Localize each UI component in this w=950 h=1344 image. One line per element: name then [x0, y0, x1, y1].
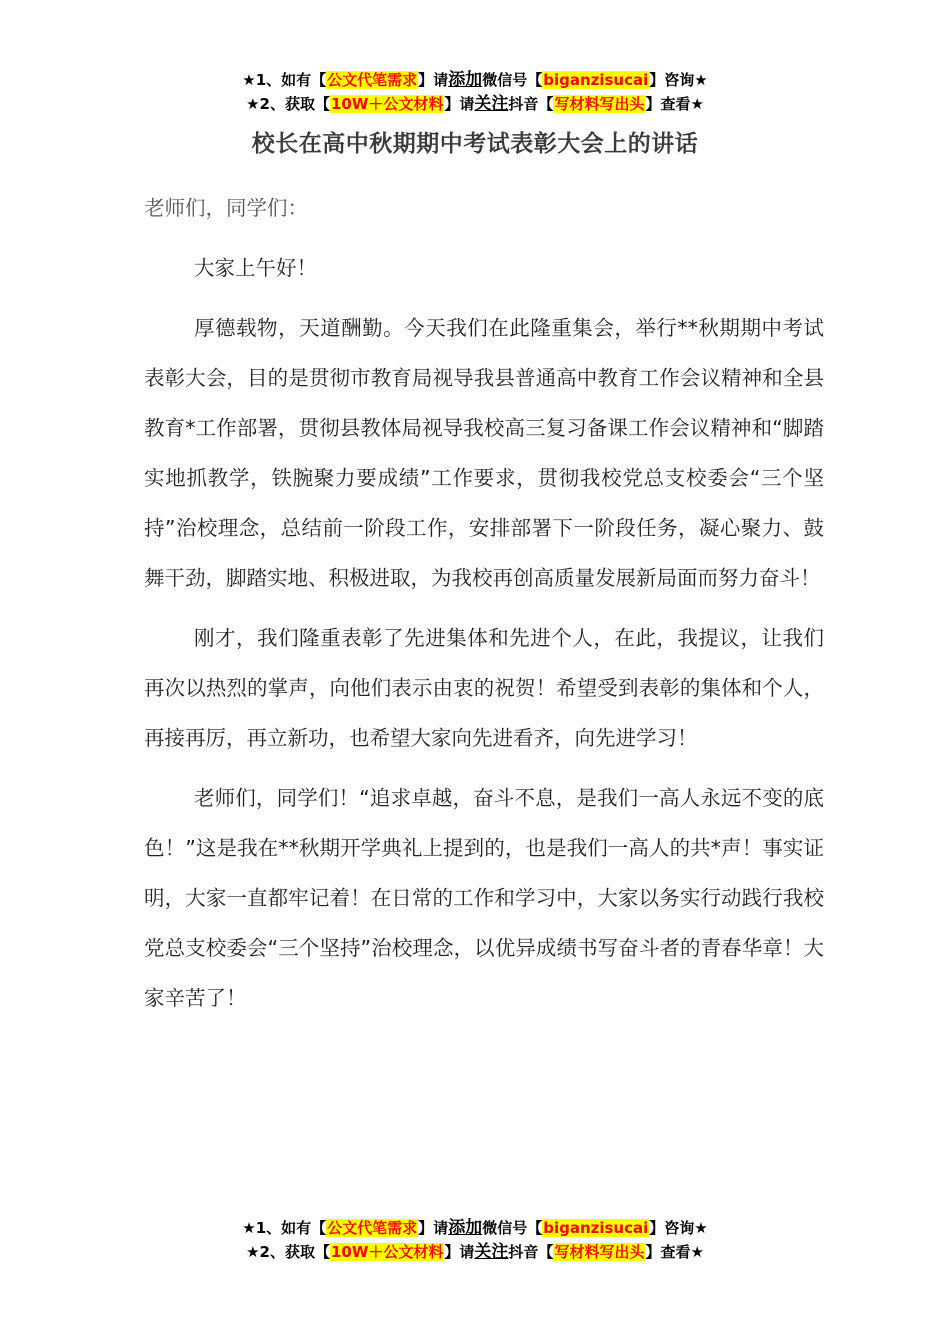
highlight-wechat-id: biganzisucai — [543, 1219, 649, 1237]
highlight-ghostwriting: 公文代笔需求 — [327, 1219, 418, 1237]
emphasis-add: 添加 — [448, 70, 483, 90]
banner-line-2: ★2、获取【10W＋公文材料】请关注抖音【写材料写出头】查看★ — [246, 1242, 704, 1262]
document-title: 校长在高中秋期期中考试表彰大会上的讲话 — [251, 131, 699, 157]
paragraph-purpose: 厚德载物，天道酬勤。今天我们在此隆重集会，举行**秋期期中考试表彰大会，目的是贯彻市教育局视导我县普通高中教育工作会议精神和全县教育*工作部署，贯彻县教体局视导我校高三复习备课工作会议精神和“脚踏实地抓教学，铁腕聚力要成绩”工作要求，贯彻我校党总支校委会“三个坚持”治校理念，总结前一阶段工作，安排部署下一阶段任务，凝心聚力、鼓舞干劲，脚踏实地、积极进取，为我校再创高质量发展新局面而努力奋斗！ — [144, 316, 824, 590]
banner-line-2: ★2、获取【10W＋公文材料】请关注抖音【写材料写出头】查看★ — [246, 94, 704, 114]
highlight-materials: 10W＋公文材料 — [330, 1243, 444, 1261]
highlight-wechat-id: biganzisucai — [543, 71, 649, 89]
highlight-douyin-account: 写材料写出头 — [554, 1243, 645, 1261]
highlight-materials: 10W＋公文材料 — [330, 95, 444, 113]
paragraph-commendation: 刚才，我们隆重表彰了先进集体和先进个人，在此，我提议，让我们再次以热烈的掌声，向他们表示由衷的祝贺！希望受到表彰的集体和个人，再接再厉，再立新功，也希望大家向先进看齐，向先进学习！ — [144, 626, 824, 750]
highlight-ghostwriting: 公文代笔需求 — [327, 71, 418, 89]
emphasis-follow: 关注 — [474, 1242, 509, 1262]
paragraph-greeting: 大家上午好！ — [194, 256, 317, 280]
emphasis-add: 添加 — [448, 1218, 483, 1238]
banner-line-1: ★1、如有【公文代笔需求】请添加微信号【biganzisucai】咨询★ — [242, 1218, 708, 1238]
bottom-banner — [0, 1216, 950, 1264]
highlight-douyin-account: 写材料写出头 — [554, 95, 645, 113]
paragraph-excellence: 老师们，同学们！“追求卓越，奋斗不息，是我们一高人永远不变的底色！”这是我在**秋期开学典礼上提到的，也是我们一高人的共*声！事实证明，大家一直都牢记着！在日常的工作和学习中，大家以务实行动践行我校党总支校委会“三个坚持”治校理念，以优异成绩书写奋斗者的青春华章！大家辛苦了！ — [144, 786, 824, 1010]
banner-line-1: ★1、如有【公文代笔需求】请添加微信号【biganzisucai】咨询★ — [242, 70, 708, 90]
top-banner — [0, 68, 950, 116]
emphasis-follow: 关注 — [474, 94, 509, 114]
salutation: 老师们，同学们： — [144, 196, 308, 220]
document-body — [144, 183, 824, 1033]
